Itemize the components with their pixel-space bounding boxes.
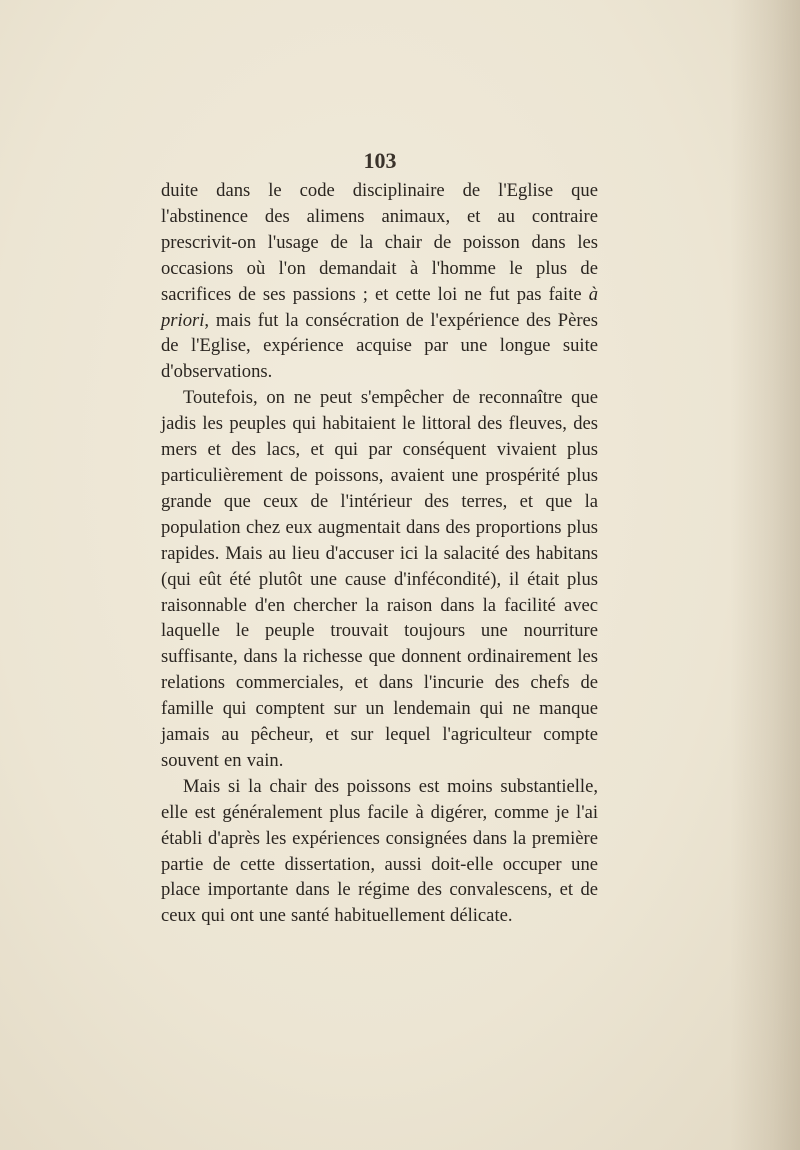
paragraph-3: Mais si la chair des poissons est moins substantielle, elle est généralement plus facile à digérer, comme je l'ai établi d'après les expériences consignées dans la première partie de cette dissertation, aussi doit-elle occuper une place importante dans le régime des convalescens, et de ceux qui ont une santé habituellement délicate. bbox=[161, 775, 598, 927]
page-number: 103 bbox=[363, 148, 397, 173]
paragraph-1-italic-phrase: à priori bbox=[161, 283, 598, 331]
paragraph-2: Toutefois, on ne peut s'empêcher de reconnaître que jadis les peuples qui habitaient le littoral des fleuves, des mers et des lacs, et qui par conséquent vivaient plus particulièrement de poissons, avaient une prospérité plus grande que ceux de l'intérieur des terres, et que la population chez eux augmentait dans des proportions plus rapides. Mais au lieu d'accuser ici la salacité des habitans (qui eût été plutôt une cause d'infécondité), il était plus raisonnable d'en chercher la raison dans la facilité avec laquelle le peuple trouvait toujours une nourriture suffisante, dans la richesse que donnent ordinairement les relations commerciales, et dans l'incurie des chefs de famille qui comptent sur un lendemain qui ne manque jamais au pêcheur, et sur lequel l'agriculteur compte souvent en vain. bbox=[161, 387, 598, 771]
body-text bbox=[161, 178, 598, 929]
paragraph-1-text-before: duite dans le code disciplinaire de l'Eglise que l'abstinence des alimens animaux, et au contraire prescrivit-on l'usage de la chair de poisson dans les occasions où l'on demandait à l'homme le plus de sacrifices de ses passions ; et cette loi ne fut pas faite bbox=[161, 180, 598, 305]
paragraph-1-text-after: , mais fut la consécration de l'expérience des Pères de l'Eglise, expérience acquise par une longue suite d'observations. bbox=[161, 309, 598, 383]
paragraph-1 bbox=[161, 178, 598, 385]
